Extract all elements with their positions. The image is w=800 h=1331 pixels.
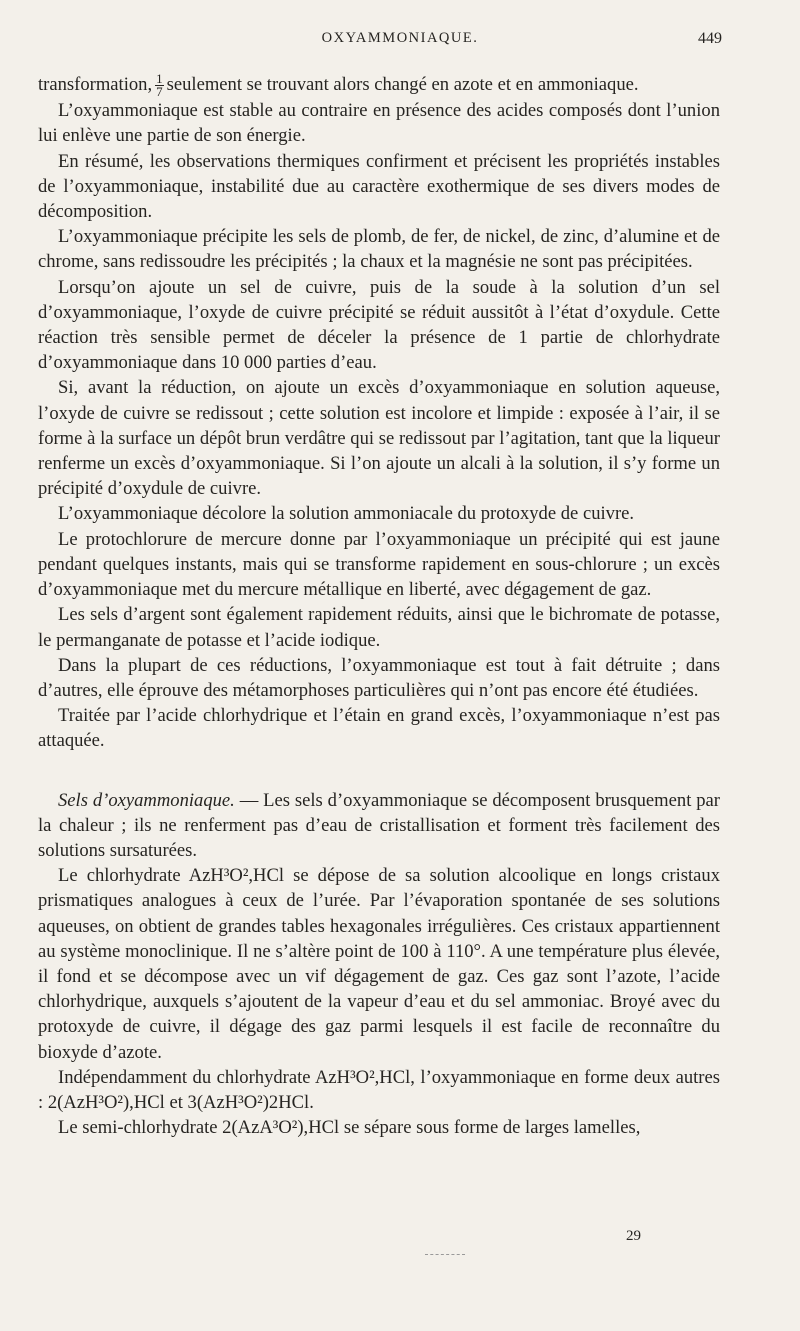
paragraph-1 [38,72,720,98]
fraction-numerator: 1 [156,71,163,87]
p1-after: seulement se trouvant alors changé en azote et en ammoniaque. [166,74,639,95]
paragraph-4: L’oxyammoniaque précipite les sels de plomb, de fer, de nickel, de zinc, d’alumine et de chrome, sans redissoudre les précipités ; la chaux et la magnésie ne sont pas précipitées. [38,226,720,273]
paragraph-3: En résumé, les observations thermiques confirment et précisent les propriétés instables de l’oxyammoniaque, instabilité due au caractère exothermique de ses divers modes de décomposition. [38,150,720,223]
paragraph-9: Les sels d’argent sont également rapidement réduits, ainsi que le bichromate de potasse, le permanganate de potasse et l’acide iodique. [38,604,720,651]
p12-text: — Les sels d’oxyammoniaque se décomposent brusquement par la chaleur ; ils ne renferment pas d’eau de cristallisation et forment très facilement des solutions sursaturées. [38,789,720,861]
running-title: OXYAMMONIAQUE. [321,30,479,46]
page-number: 449 [698,30,722,47]
fraction-denominator: 7 [156,84,163,100]
paragraph-6: Si, avant la réduction, on ajoute un excès d’oxyammoniaque en solution aqueuse, l’oxyde de cuivre se redissout ; cette solution est incolore et limpide : exposée à l’air, il se forme à la surface un dépôt brun verdâtre qui se redissout par l’agitation, tant que la liqueur renferme un excès d’oxyammoniaque. Si l’on ajoute un alcali à la solution, il s’y forme un précipité d’oxydule de cuivre. [38,377,720,500]
paragraph-10: Dans la plupart de ces réductions, l’oxyammoniaque est tout à fait détruite ; dans d’autres, elle éprouve des métamorphoses particulières qui n’ont pas encore été étudiées. [38,654,720,701]
body-text [38,72,720,1140]
paragraph-12 [38,788,720,864]
paragraph-15: Le semi-chlorhydrate 2(AzA³O²),HCl se sépare sous forme de larges lamelles, [58,1117,641,1139]
paragraph-13: Le chlorhydrate AzH³O²,HCl se dépose de sa solution alcoolique en longs cristaux prismatiques analogues à ceux de l’urée. Par l’évaporation spontanée de ses solutions aqueuses, on obtient de grandes tables hexagonales irrégulières. Ces cristaux appartiennent au système monoclinique. Il ne s’altère point de 100 à 110°. A une température plus élevée, il fond et se décompose avec un vif dégagement de gaz. Ces gaz sont l’azote, l’acide chlorhydrique, auxquels s’ajoutent de la vapeur d’eau et du sel ammoniac. Broyé avec du protoxyde de cuivre, il dégage des gaz parmi lesquels il est facile de reconnaître du bioxyde d’azote. [38,865,720,1063]
paragraph-2: L’oxyammoniaque est stable au contraire en présence des acides composés dont l’union lui enlève une partie de son énergie. [38,100,720,147]
paragraph-7: L’oxyammoniaque décolore la solution ammoniacale du protoxyde de cuivre. [58,503,635,525]
p1-before: transformation, [38,74,153,95]
paragraph-11: Traitée par l’acide chlorhydrique et l’étain en grand excès, l’oxyammoniaque n’est pas attaquée. [38,705,720,752]
signature-mark: 29 [626,1228,641,1244]
footer-rule [425,1254,465,1255]
fraction [155,73,164,98]
section-heading: Sels d’oxyammoniaque. [58,789,235,811]
paragraph-14: Indépendamment du chlorhydrate AzH³O²,HCl, l’oxyammoniaque en forme deux autres : 2(AzH³O²),HCl et 3(AzH³O²)2HCl. [38,1066,720,1113]
paragraph-5: Lorsqu’on ajoute un sel de cuivre, puis de la soude à la solution d’un sel d’oxyammoniaque, l’oxyde de cuivre précipité se réduit aussitôt à l’état d’oxydule. Cette réaction très sensible permet de déceler la présence de 1 partie de chlorhydrate d’oxyammoniaque dans 10 000 parties d’eau. [38,276,720,374]
paragraph-8: Le protochlorure de mercure donne par l’oxyammoniaque un précipité qui est jaune pendant quelques instants, mais qui se transforme rapidement en sous-chlorure ; un excès d’oxyammoniaque met du mercure métallique en liberté, avec dégagement de gaz. [38,528,720,601]
